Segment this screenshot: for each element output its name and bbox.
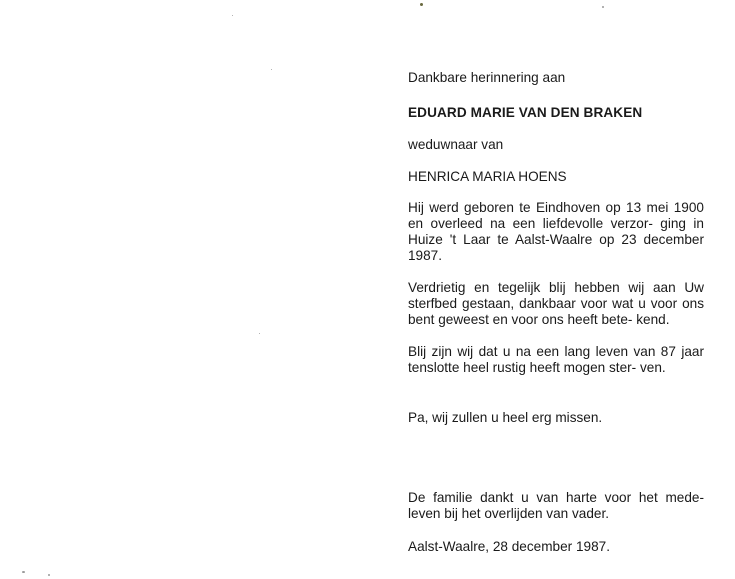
- print-speck: [22, 571, 25, 573]
- print-speck: [271, 69, 272, 70]
- print-speck: [232, 15, 233, 16]
- print-speck: [48, 574, 50, 576]
- farewell-line: Pa, wij zullen u heel erg missen.: [408, 410, 603, 425]
- gratitude-paragraph: Blij zijn wij dat u na een lang leven van 87 jaar tenslotte heel rustig heeft mogen ster- ven.: [408, 344, 704, 375]
- grief-paragraph: Verdrietig en tegelijk blij hebben wij aan Uw sterfbed gestaan, dankbaar voor wat u voor ons bent geweest en voor ons heeft bete- kend.: [408, 280, 704, 327]
- print-speck: [259, 333, 260, 334]
- place-date-line: Aalst-Waalre, 28 december 1987.: [408, 539, 610, 554]
- family-thanks-paragraph: De familie dankt u van harte voor het mede- leven bij het overlijden van vader.: [408, 490, 704, 521]
- print-speck: [602, 6, 604, 8]
- deceased-name: EDUARD MARIE VAN DEN BRAKEN: [408, 105, 643, 120]
- birth-death-paragraph: Hij werd geboren te Eindhoven op 13 mei 1900 en overleed na een liefdevolle verzor- ging in Huize 't Laar te Aalst-Waalre op 23 december 1987.: [408, 200, 704, 263]
- print-speck: [420, 3, 423, 6]
- spouse-name: HENRICA MARIA HOENS: [408, 169, 567, 184]
- intro-line: Dankbare herinnering aan: [408, 70, 566, 85]
- relation-line: weduwnaar van: [408, 137, 504, 152]
